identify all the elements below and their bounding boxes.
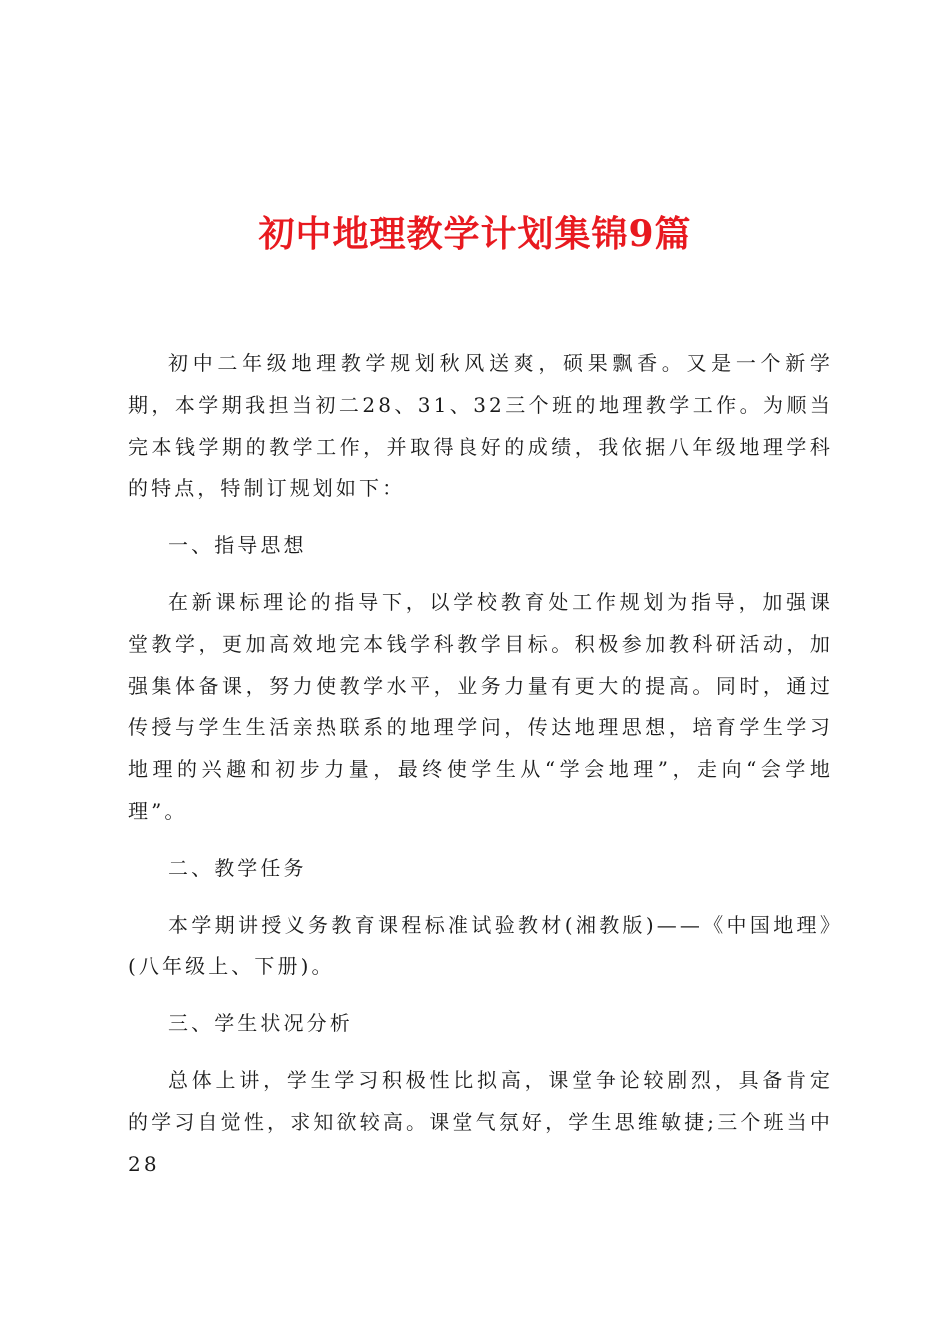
document-body bbox=[128, 343, 833, 1200]
section-heading-guiding-thought: 一、指导思想 bbox=[168, 533, 307, 558]
student-analysis-paragraph: 总体上讲，学生学习积极性比拟高，课堂争论较剧烈，具备肯定的学习自觉性，求知欲较高。课堂气氛好，学生思维敏捷;三个班当中28 bbox=[128, 1067, 833, 1176]
guiding-thought-paragraph: 在新课标理论的指导下，以学校教育处工作规划为指导，加强课堂教学，更加高效地完本钱学科教学目标。积极参加教科研活动，加强集体备课，努力使教学水平，业务力量有更大的提高。同时，通过传授与学生生活亲热联系的地理学问，传达地理思想，培育学生学习地理的兴趣和初步力量，最终使学生从“学会地理”，走向“会学地理”。 bbox=[128, 589, 833, 823]
intro-paragraph: 初中二年级地理教学规划秋风送爽，硕果飘香。又是一个新学期，本学期我担当初二28、31、32三个班的地理教学工作。为顺当完本钱学期的教学工作，并取得良好的成绩，我依据八年级地理学科的特点，特制订规划如下： bbox=[128, 351, 833, 501]
teaching-tasks-paragraph: 本学期讲授义务教育课程标准试验教材(湘教版)——《中国地理》(八年级上、下册)。 bbox=[128, 912, 833, 979]
section-heading-student-analysis: 三、学生状况分析 bbox=[168, 1011, 353, 1036]
section-heading-teaching-tasks: 二、教学任务 bbox=[168, 855, 307, 880]
document-title: 初中地理教学计划集锦9篇 bbox=[258, 213, 692, 255]
